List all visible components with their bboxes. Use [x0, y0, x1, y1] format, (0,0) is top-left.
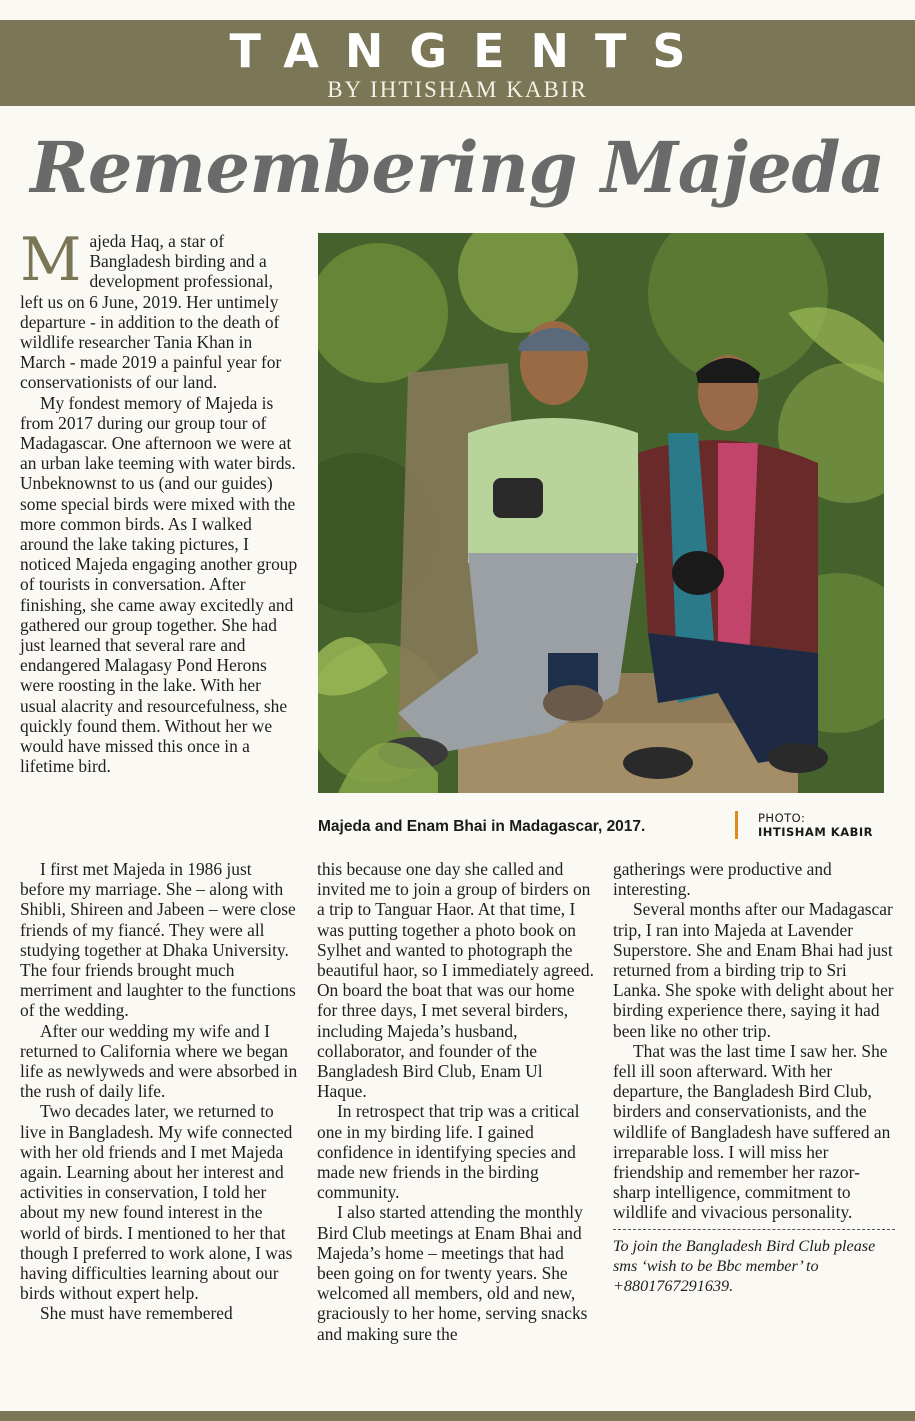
article-paragraph: gatherings were productive and interesting. — [613, 859, 832, 900]
photo-credit-label: PHOTO: — [758, 811, 806, 825]
photo-caption: Majeda and Enam Bhai in Madagascar, 2017. — [318, 818, 646, 835]
article-column-2 — [317, 859, 594, 1344]
article-column-1 — [20, 859, 298, 1324]
photo-credit — [758, 811, 873, 839]
article-paragraph: In retrospect that trip was a critical one in my birding life. I gained confidence in identifying species and made new friends in the birding community. — [317, 1101, 580, 1203]
credit-accent-bar — [735, 811, 738, 839]
byline: BY IHTISHAM KABIR — [327, 77, 588, 102]
drop-cap: M — [20, 225, 82, 295]
article-column-intro — [20, 225, 298, 777]
article-paragraph: Majeda Haq, a star of Bangladesh birding and a development professional, left us on 6 June, 2019. Her untimely departure - in addition to the death of wildlife researcher Tania Khan in March - made 2019 a painful year for conservationists of our land. — [20, 225, 282, 393]
article-paragraph: this because one day she called and invited me to join a group of birders on a trip to Tanguar Haor. At that time, I was putting together a photo book on Sylhet and wanted to photograph the beautiful haor, so I immediately agreed. On board the boat that was our home for three days, I met several birders, including Majeda’s husband, collaborator, and founder of the Bangladesh Bird Club, Enam Ul Haque. — [317, 859, 594, 1102]
article-paragraph: My fondest memory of Majeda is from 2017 during our group tour of Madagascar. One afternoon we were at an urban lake teeming with water birds. Unbeknownst to us (and our guides) some special birds were mixed with the more common birds. As I walked around the lake taking pictures, I noticed Majeda engaging another group of tourists in conversation. After finishing, she came away excitedly and gathered our group together. She had just learned that several rare and endangered Malagasy Pond Herons were roosting in the lake. With her usual alacrity and resourcefulness, she quickly found them. Without her we would have missed this once in a lifetime bird. — [20, 392, 298, 777]
article-paragraph: Several months after our Madagascar trip, I ran into Majeda at Lavender Superstore. She and Enam Bhai had just returned from a birding trip to Sri Lanka. She spoke with delight about her birding experience there, saying it had been like no other trip. — [613, 899, 894, 1041]
article-paragraph: I also started attending the monthly Bird Club meetings at Enam Bhai and Majeda’s home – meetings that had been going on for twenty years. She welcomed all members, old and new, graciously to her home, serving snacks and making sure the — [317, 1202, 588, 1344]
article-headline: Remembering Majeda — [30, 126, 885, 209]
article-paragraph: Two decades later, we returned to live in Bangladesh. My wife connected with her old friends and I met Majeda again. Learning about her interest and activities in conservation, I told her about my new found interest in the world of birds. I mentioned to her that though I preferred to work alone, I was having difficulties learning about our birds without expert help. — [20, 1101, 293, 1304]
photo-credit-name: IHTISHAM KABIR — [758, 825, 873, 839]
photo-illustration — [318, 233, 884, 793]
article-paragraph: After our wedding my wife and I returned to California where we began life as newlyweds and were absorbed in the rush of daily life. — [20, 1020, 298, 1102]
masthead-band — [0, 20, 915, 106]
dashed-divider — [613, 1229, 895, 1230]
column-series-title: TANGENTS — [229, 24, 712, 78]
article-photo — [318, 233, 884, 793]
article-paragraph: I first met Majeda in 1986 just before my marriage. She – along with Shibli, Shireen and Jabeen – were close friends of my fiancé. They were all studying together at Dhaka University. The four friends brought much merriment and laughter to the functions of the wedding. — [20, 859, 296, 1021]
article-paragraph: That was the last time I saw her. She fell ill soon afterward. With her departure, the Bangladesh Bird Club, birders and conservationists, and the wildlife of Bangladesh have suffered an irreparable loss. I will miss her friendship and remember her razor-sharp intelligence, commitment to wildlife and vivacious personality. — [613, 1040, 891, 1223]
article-column-3 — [613, 859, 895, 1296]
bottom-band — [0, 1411, 915, 1421]
bird-club-note: To join the Bangladesh Bird Club please sms ‘wish to be Bbc member’ to +8801767291639. — [613, 1236, 876, 1295]
article-paragraph: She must have remembered — [40, 1303, 233, 1324]
